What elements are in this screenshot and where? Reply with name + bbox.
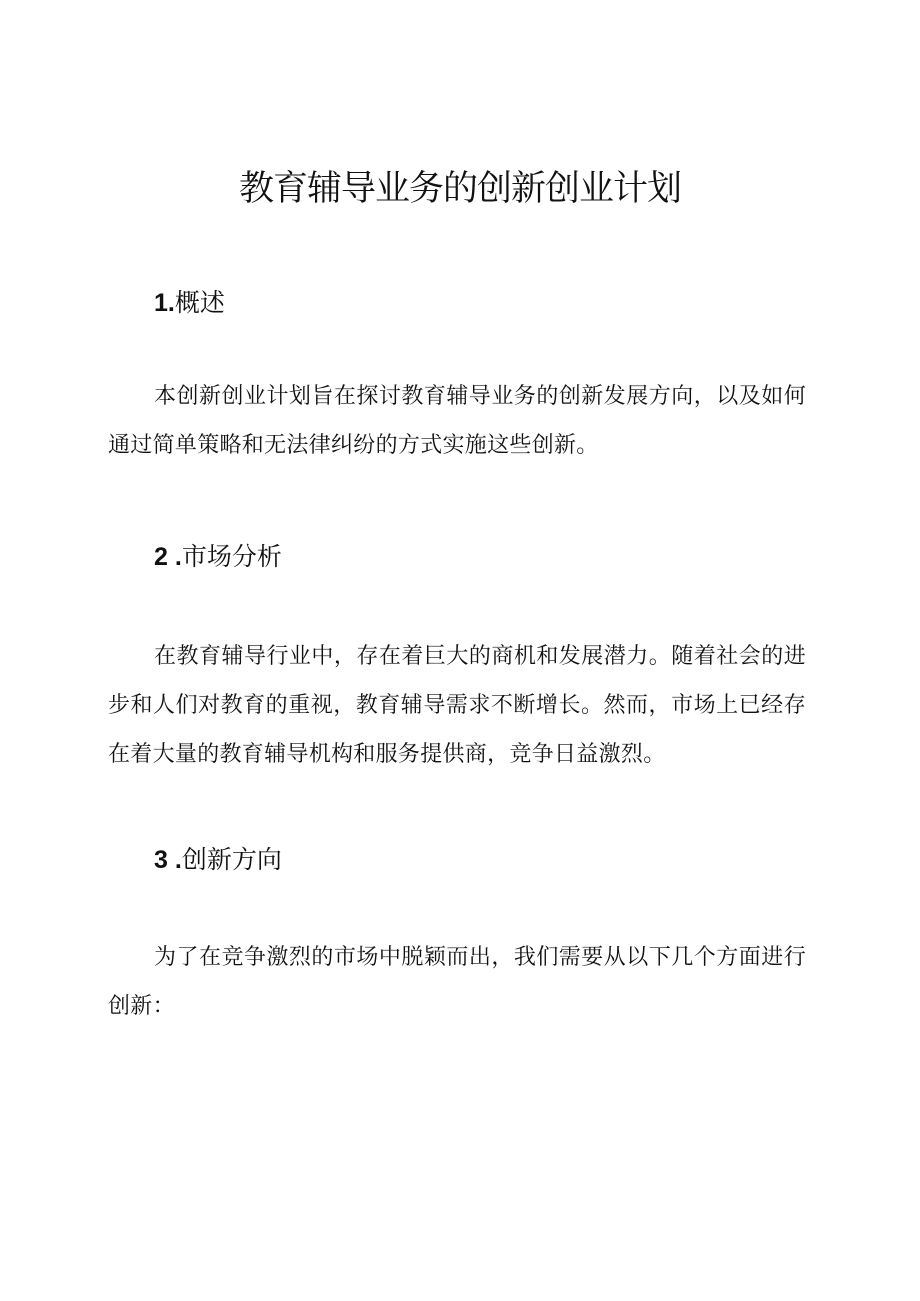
document-title: 教育辅导业务的创新创业计划 — [238, 169, 681, 209]
section-paragraph-market-analysis: 在教育辅导行业中，存在着巨大的商机和发展潜力。随着社会的进步和人们对教育的重视，教育辅导需求不断增长。然而，市场上已经存在着大量的教育辅导机构和服务提供商，竞争日益激烈。 — [108, 644, 806, 767]
section-heading-text: 概述 — [174, 288, 225, 317]
section-heading-text: 市场分析 — [181, 542, 282, 571]
section-number: 3 — [154, 846, 168, 874]
section-separator: . — [167, 846, 182, 874]
section-separator: . — [167, 289, 175, 317]
section-heading-innovation-direction — [154, 845, 282, 875]
section-number: 1 — [154, 289, 168, 317]
section-separator: . — [167, 543, 182, 571]
section-heading-overview — [154, 288, 225, 318]
section-number: 2 — [154, 543, 168, 571]
section-paragraph-overview: 本创新创业计划旨在探讨教育辅导业务的创新发展方向，以及如何通过简单策略和无法律纠纷的方式实施这些创新。 — [108, 384, 806, 458]
section-heading-market-analysis — [154, 542, 282, 572]
section-heading-text: 创新方向 — [181, 845, 282, 874]
section-paragraph-innovation-direction: 为了在竞争激烈的市场中脱颖而出，我们需要从以下几个方面进行创新： — [108, 945, 806, 1019]
